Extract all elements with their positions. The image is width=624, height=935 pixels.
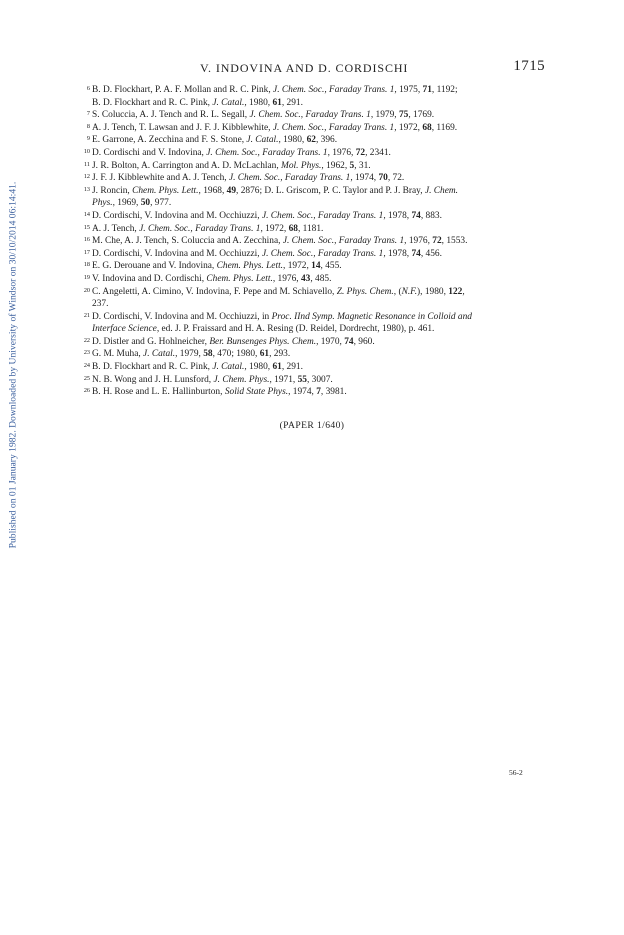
reference-item (82, 185, 550, 210)
reference-number: 12 (83, 173, 90, 181)
reference-line: B. D. Flockhart and R. C. Pink, J. Catal., 1980, 61, 291. (92, 97, 303, 108)
reference-item (82, 223, 550, 236)
reference-line: S. Coluccia, A. J. Tench and R. L. Segall, J. Chem. Soc., Faraday Trans. 1, 1979, 75, 1769. (92, 110, 435, 121)
reference-number: 18 (83, 261, 90, 269)
reference-line: C. Angeletti, A. Cimino, V. Indovina, F. Pepe and M. Schiavello, Z. Phys. Chem., (N.F.), 1980, 122, (92, 286, 465, 297)
reference-item (82, 361, 550, 374)
reference-item (82, 348, 550, 361)
reference-line: E. G. Derouane and V. Indovina, Chem. Phys. Lett., 1972, 14, 455. (92, 261, 342, 272)
reference-number: 15 (83, 223, 90, 231)
reference-text (92, 223, 550, 236)
reference-text (92, 374, 550, 387)
reference-line: D. Cordischi and V. Indovina, J. Chem. Soc., Faraday Trans. 1, 1976, 72, 2341. (92, 147, 391, 158)
reference-number: 25 (83, 374, 90, 382)
reference-number: 20 (83, 286, 90, 294)
reference-line: B. D. Flockhart, P. A. F. Mollan and R. C. Pink, J. Chem. Soc., Faraday Trans. 1, 1975, 71, 1192; (92, 85, 458, 95)
reference-text (92, 336, 550, 349)
reference-line: D. Cordischi, V. Indovina and M. Occhiuzzi, J. Chem. Soc., Faraday Trans. 1, 1978, 74, 883. (92, 210, 442, 221)
reference-number: 23 (83, 349, 90, 357)
reference-number: 10 (83, 147, 90, 155)
reference-text (92, 172, 550, 185)
page-header (200, 58, 545, 80)
page-number: 1715 (513, 58, 545, 74)
reference-line: M. Che, A. J. Tench, S. Coluccia and A. Zecchina, J. Chem. Soc., Faraday Trans. 1, 1976, 72, 1553. (92, 236, 468, 247)
reference-text (92, 160, 550, 173)
reference-text (92, 348, 550, 361)
reference-number: 11 (84, 160, 90, 168)
reference-line: G. M. Muha, J. Catal., 1979, 58, 470; 1980, 61, 293. (92, 349, 291, 360)
reference-number: 19 (83, 273, 90, 281)
reference-item (82, 210, 550, 223)
reference-number: 13 (83, 185, 90, 193)
reference-line: V. Indovina and D. Cordischi, Chem. Phys. Lett., 1976, 43, 485. (92, 273, 332, 284)
reference-item (82, 122, 550, 135)
reference-text (92, 185, 550, 210)
reference-item (82, 172, 550, 185)
reference-line: J. Roncin, Chem. Phys. Lett., 1968, 49, 2876; D. L. Griscom, P. C. Taylor and P. J. Bray, J. Chem. (92, 185, 459, 196)
reference-number: 8 (86, 122, 90, 130)
reference-line: B. H. Rose and L. E. Hallinburton, Solid State Phys., 1974, 7, 3981. (92, 387, 347, 398)
reference-number: 9 (86, 135, 90, 143)
reference-item (82, 286, 550, 311)
reference-text (92, 248, 550, 261)
reference-item (82, 386, 550, 399)
reference-line: E. Garrone, A. Zecchina and F. S. Stone, J. Catal., 1980, 62, 396. (92, 135, 338, 146)
reference-text (92, 361, 550, 374)
reference-number: 7 (86, 110, 90, 118)
reference-number: 22 (83, 336, 90, 344)
reference-line: J. R. Bolton, A. Carrington and A. D. McLachlan, Mol. Phys., 1962, 5, 31. (92, 160, 371, 171)
reference-line: J. F. J. Kibblewhite and A. J. Tench, J. Chem. Soc., Faraday Trans. 1, 1974, 70, 72. (92, 173, 405, 184)
reference-item (82, 311, 550, 336)
reference-number: 16 (83, 236, 90, 244)
reference-item (82, 260, 550, 273)
reference-number: 6 (86, 85, 90, 92)
reference-line: A. J. Tench, J. Chem. Soc., Faraday Trans. 1, 1972, 68, 1181. (92, 223, 324, 234)
download-provenance-text: Published on 01 January 1982. Downloaded by University of Windsor on 30/10/2014 06:14:41. (7, 181, 19, 549)
reference-line: A. J. Tench, T. Lawsan and J. F. J. Kibblewhite, J. Chem. Soc., Faraday Trans. 1, 1972, 68, 1169. (92, 122, 458, 133)
reference-item (82, 160, 550, 173)
signature-code: 56-2 (509, 768, 523, 777)
download-provenance-note (6, 155, 20, 575)
reference-item (82, 84, 550, 109)
reference-text (92, 147, 550, 160)
reference-item (82, 109, 550, 122)
reference-line: 237. (92, 299, 109, 310)
reference-text (92, 210, 550, 223)
reference-text (92, 260, 550, 273)
reference-item (82, 374, 550, 387)
reference-text (92, 286, 550, 311)
reference-line: D. Cordischi, V. Indovina and M. Occhiuzzi, J. Chem. Soc., Faraday Trans. 1, 1978, 74, 456. (92, 248, 442, 259)
reference-text (92, 84, 550, 109)
reference-item (82, 235, 550, 248)
reference-list (82, 84, 550, 399)
reference-text (92, 311, 550, 336)
reference-line: Phys., 1969, 50, 977. (92, 198, 172, 209)
running-head-authors: V. INDOVINA AND D. CORDISCHI (200, 61, 409, 75)
reference-item (82, 147, 550, 160)
reference-text (92, 235, 550, 248)
reference-number: 17 (83, 248, 90, 256)
reference-item (82, 248, 550, 261)
reference-number: 26 (83, 387, 90, 395)
reference-text (92, 386, 550, 399)
reference-text (92, 109, 550, 122)
reference-text (92, 122, 550, 135)
reference-line: D. Cordischi, V. Indovina and M. Occhiuzzi, in Proc. IInd Symp. Magnetic Resonance in Colloid and (92, 311, 472, 322)
reference-line: B. D. Flockhart and R. C. Pink, J. Catal., 1980, 61, 291. (92, 362, 303, 373)
reference-item (82, 134, 550, 147)
reference-line: D. Distler and G. Hohlneicher, Ber. Bunsenges Phys. Chem., 1970, 74, 960. (92, 336, 375, 347)
reference-text (92, 134, 550, 147)
paper-identifier: (PAPER 1/640) (279, 420, 345, 431)
reference-line: N. B. Wong and J. H. Lunsford, J. Chem. Phys., 1971, 55, 3007. (92, 374, 333, 385)
reference-line: Interface Science, ed. J. P. Fraissard and H. A. Resing (D. Reidel, Dordrecht, 1980), p. 461. (92, 324, 435, 335)
reference-item (82, 273, 550, 286)
reference-number: 14 (83, 210, 90, 218)
reference-item (82, 336, 550, 349)
reference-number: 21 (83, 311, 90, 319)
reference-text (92, 273, 550, 286)
reference-number: 24 (83, 362, 90, 370)
